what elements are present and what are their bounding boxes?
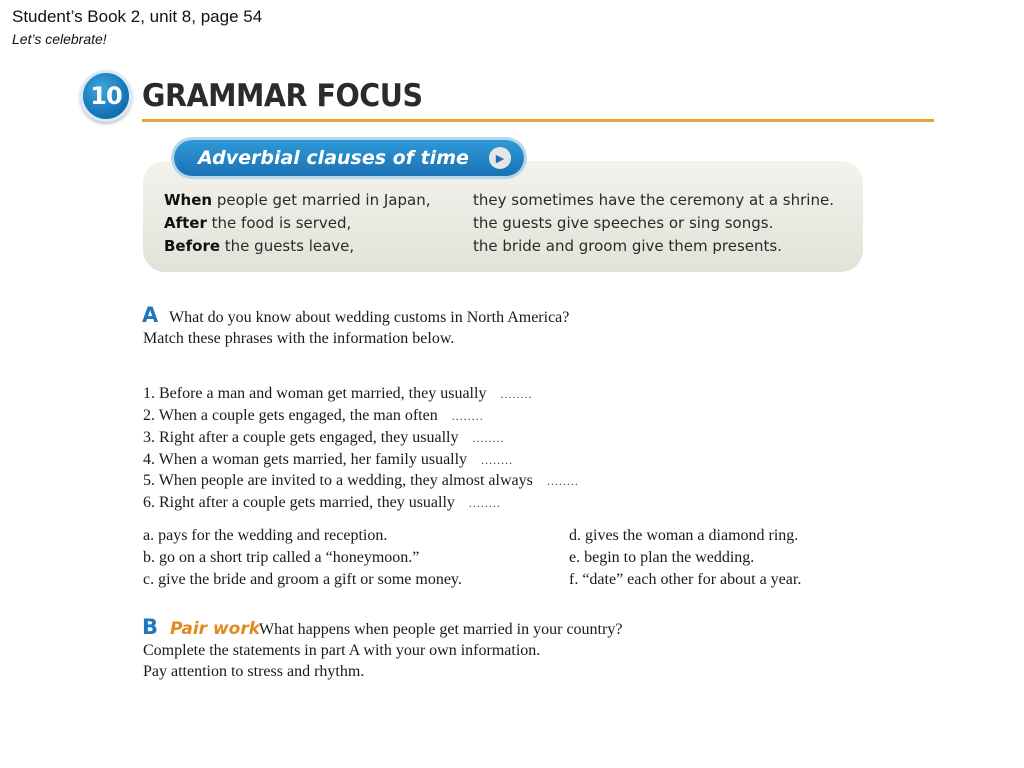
option-a: a. pays for the wedding and reception. [143, 527, 388, 544]
grammar-right-3: the bride and groom give them presents. [473, 237, 783, 255]
grammar-left-2 [164, 214, 351, 232]
slide-subtitle: Let’s celebrate! [12, 31, 107, 47]
part-a-letter: A [142, 303, 159, 327]
list-item [143, 429, 504, 447]
item-text: 2. When a couple gets engaged, the man often [143, 407, 438, 424]
list-item [143, 385, 532, 403]
item-text: 4. When a woman gets married, her family usually [143, 451, 468, 468]
list-item [143, 451, 513, 469]
part-b-letter: B [142, 615, 159, 639]
grammar-tab [174, 140, 524, 176]
grammar-left-3 [164, 237, 354, 255]
grammar-keyword: When [164, 191, 213, 209]
part-b-instruction-2: Pay attention to stress and rhythm. [143, 663, 365, 680]
list-item [143, 472, 579, 490]
grammar-clause: the food is served, [206, 214, 352, 232]
section-title: GRAMMAR FOCUS [142, 78, 423, 114]
grammar-keyword: After [164, 214, 207, 232]
play-audio-icon[interactable]: ▶ [489, 147, 511, 169]
item-text: 6. Right after a couple gets married, they usually [143, 494, 455, 511]
answer-blank[interactable]: ........ [451, 409, 484, 423]
section-number-badge: 10 [80, 70, 132, 122]
grammar-tab-label: Adverbial clauses of time [198, 147, 469, 169]
grammar-clause: the guests leave, [220, 237, 355, 255]
option-c: c. give the bride and groom a gift or some money. [143, 571, 462, 588]
answer-blank[interactable]: ........ [500, 387, 533, 401]
option-b: b. go on a short trip called a “honeymoon.” [143, 549, 420, 566]
grammar-left-1 [164, 191, 430, 209]
grammar-right-2: the guests give speeches or sing songs. [473, 214, 774, 232]
list-item [143, 407, 484, 425]
item-text: 1. Before a man and woman get married, they usually [143, 385, 487, 402]
item-text: 5. When people are invited to a wedding, they almost always [143, 472, 533, 489]
item-text: 3. Right after a couple gets engaged, they usually [143, 429, 459, 446]
option-f: f. “date” each other for about a year. [569, 571, 802, 588]
option-e: e. begin to plan the wedding. [569, 549, 755, 566]
answer-blank[interactable]: ........ [468, 496, 501, 510]
answer-blank[interactable]: ........ [546, 474, 579, 488]
slide-title: Student’s Book 2, unit 8, page 54 [12, 7, 263, 26]
part-a-instruction: Match these phrases with the information below. [143, 330, 455, 347]
part-a-question: What do you know about wedding customs in North America? [169, 309, 570, 326]
grammar-right-1: they sometimes have the ceremony at a shrine. [473, 191, 834, 209]
part-b-instruction-1: Complete the statements in part A with your own information. [143, 642, 541, 659]
section-divider [142, 119, 934, 122]
option-d: d. gives the woman a diamond ring. [569, 527, 799, 544]
pair-work-label: Pair work [170, 619, 261, 639]
grammar-clause: people get married in Japan, [212, 191, 431, 209]
list-item [143, 494, 501, 512]
answer-blank[interactable]: ........ [481, 453, 514, 467]
part-b-question: What happens when people get married in your country? [259, 621, 623, 638]
grammar-keyword: Before [164, 237, 221, 255]
answer-blank[interactable]: ........ [472, 431, 505, 445]
